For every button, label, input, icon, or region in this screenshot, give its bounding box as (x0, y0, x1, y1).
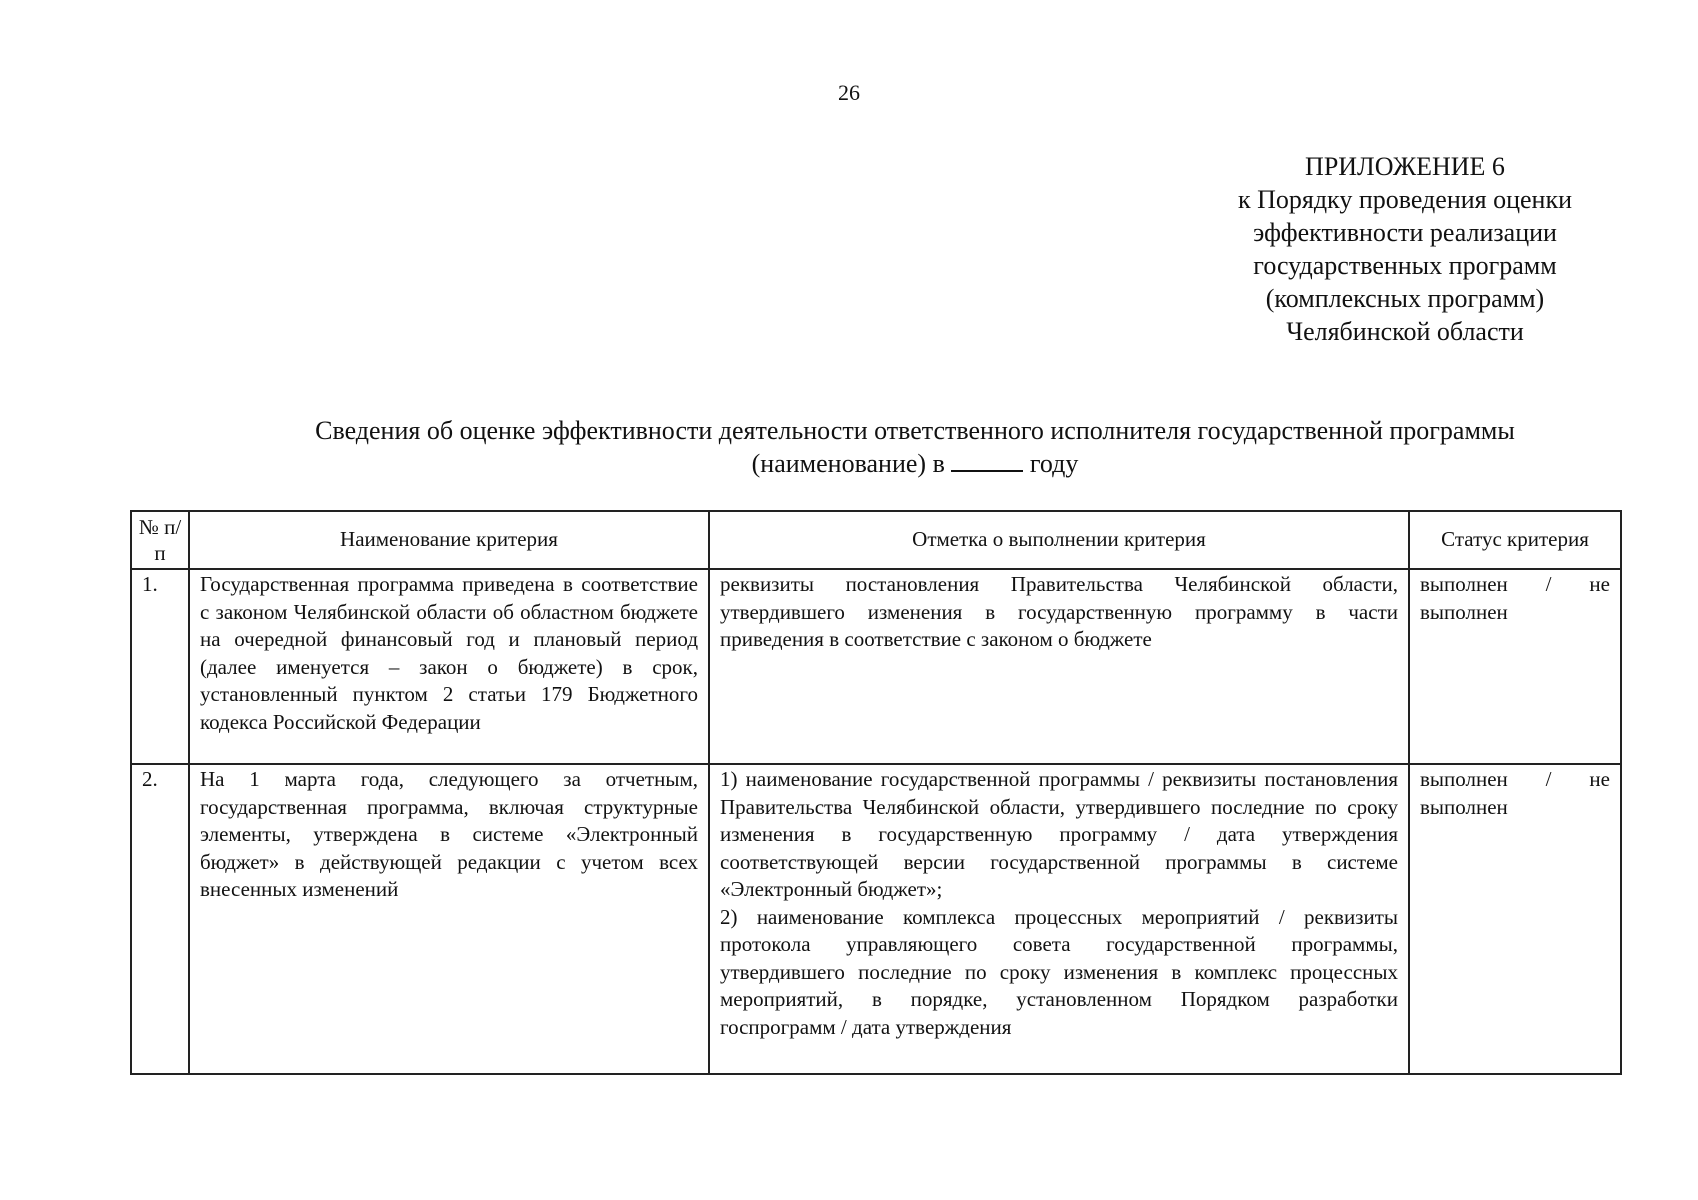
status-separator: / (1545, 572, 1552, 596)
document-title-line-2 (150, 447, 1680, 480)
status-done-line-2: выполнен (1420, 794, 1508, 819)
mark-cell (709, 764, 1409, 1074)
status-not: не (1589, 572, 1610, 596)
document-title-line-1: Сведения об оценке эффективности деятельности ответственного исполнителя государственной программы (315, 416, 1515, 445)
status-done-line-2: выполнен (1420, 599, 1508, 624)
status-cell (1409, 569, 1621, 764)
criterion-cell: Государственная программа приведена в соответствие с законом Челябинской области об областном бюджете на очередной финансовый год и плановый период (далее именуется – закон о бюджете) в срок, установленный пунктом 2 статьи 179 Бюджетного кодекса Российской Федерации (189, 569, 709, 764)
title-year-word: году (1029, 449, 1079, 478)
table-header-row (131, 511, 1621, 569)
status-options (1420, 571, 1610, 599)
status-cell (1409, 764, 1621, 1074)
status-done: выполнен (1420, 572, 1508, 596)
table-row (131, 764, 1621, 1074)
criterion-cell: На 1 марта года, следующего за отчетным, государственная программа, включая структурные элементы, утверждена в системе «Электронный бюджет» в действующей редакции с учетом всех внесенных изменений (189, 764, 709, 1074)
header-mark: Отметка о выполнении критерия (709, 511, 1409, 569)
mark-cell-content (720, 766, 1398, 1066)
appendix-line: Челябинской области (1286, 317, 1524, 346)
appendix-line: государственных программ (1253, 251, 1557, 280)
status-not: не (1589, 767, 1610, 791)
mark-item-2: 2) наименование комплекса процессных мероприятий / реквизиты протокола управляющего совета государственной программы, утвердившего последние по сроку изменения в комплекс процессных мероприятий, в порядке, установленном Порядком разработки госпрограмм / дата утверждения (720, 904, 1398, 1039)
appendix-header (1170, 150, 1640, 348)
appendix-title: ПРИЛОЖЕНИЕ 6 (1305, 152, 1505, 181)
document-title (150, 414, 1680, 480)
header-criterion: Наименование критерия (189, 511, 709, 569)
title-name-part: (наименование) в (751, 449, 945, 478)
appendix-line: эффективности реализации (1253, 218, 1557, 247)
page-number: 26 (838, 80, 860, 105)
status-separator: / (1545, 767, 1552, 791)
mark-item-1: 1) наименование государственной программы / реквизиты постановления Правительства Челябинской области, утвердившего последние по сроку изменения в государственную программу / дата утверждения соответствующей версии государственной программы в системе «Электронный бюджет»; (720, 767, 1398, 901)
year-blank-field (951, 448, 1023, 472)
criteria-table (130, 510, 1622, 1075)
appendix-line: (комплексных программ) (1265, 284, 1545, 313)
mark-cell: реквизиты постановления Правительства Челябинской области, утвердившего изменения в государственную программу в части приведения в соответствие с законом о бюджете (709, 569, 1409, 764)
appendix-line: к Порядку проведения оценки (1237, 185, 1573, 214)
header-status: Статус критерия (1409, 511, 1621, 569)
status-done: выполнен (1420, 767, 1508, 791)
status-options (1420, 766, 1610, 794)
header-number: № п/п (131, 511, 189, 569)
table-row (131, 569, 1621, 764)
row-number: 2. (131, 764, 189, 1074)
row-number: 1. (131, 569, 189, 764)
